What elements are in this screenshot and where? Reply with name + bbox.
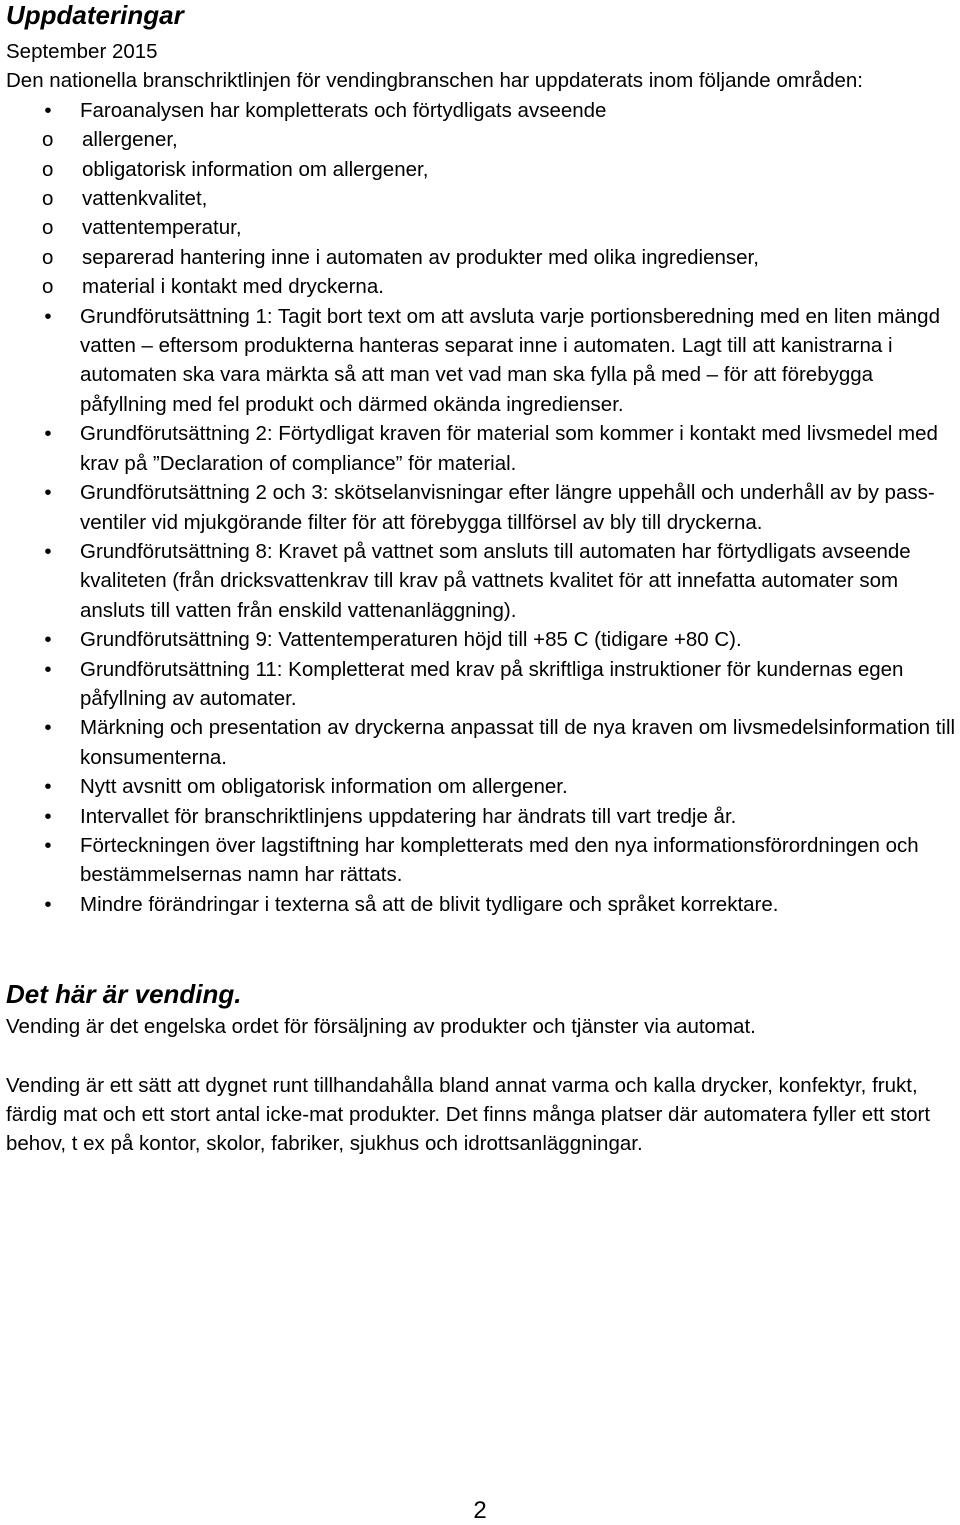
list-item-text: Förteckningen över lagstiftning har kompletterats med den nya informationsförordningen och bestämmelsernas namn har rättats. — [80, 833, 919, 887]
bullet-icon: • — [44, 98, 52, 122]
bullet-icon: • — [44, 539, 52, 563]
list-item-text: Grundförutsättning 9: Vattentemperaturen höjd till +85 C (tidigare +80 C). — [80, 628, 742, 652]
update-date: September 2015 — [6, 40, 158, 63]
sub-item-text: obligatorisk information om allergener, — [82, 157, 429, 181]
update-list — [6, 96, 956, 919]
sub-item-text: vattentemperatur, — [82, 216, 242, 240]
list-item-text: Intervallet för branschriktlinjens uppdatering har ändrats till vart tredje år. — [80, 804, 737, 828]
sub-list — [6, 125, 956, 301]
list-item-text: Grundförutsättning 11: Kompletterat med krav på skriftliga instruktioner för kundernas egen påfyllning av automater. — [80, 657, 904, 710]
sub-item-text: allergener, — [82, 128, 178, 152]
list-item-text: Faroanalysen har kompletterats och förtydligats avseende — [80, 98, 607, 122]
sub-item-text: separerad hantering inne i automaten av produkter med olika ingredienser, — [82, 245, 759, 269]
sub-bullet-icon: o — [42, 128, 54, 152]
bullet-icon: • — [44, 657, 52, 681]
list-item — [6, 713, 956, 772]
sub-bullet-icon: o — [42, 275, 54, 299]
vending-section — [6, 979, 956, 1159]
intro-paragraph: Den nationella branschriktlinjen för vendingbranschen har uppdaterats inom följande områden: — [6, 69, 863, 93]
document-page — [6, 0, 956, 1159]
bullet-icon: • — [44, 716, 52, 740]
section-paragraph: Vending är det engelska ordet för försäljning av produkter och tjänster via automat. — [6, 1015, 756, 1039]
bullet-icon: • — [44, 775, 52, 799]
list-item-text: Nytt avsnitt om obligatorisk information om allergener. — [80, 775, 568, 799]
list-item-text: Grundförutsättning 2: Förtydligat kraven för material som kommer i kontakt med livsmedel med krav på ”Declaration of compliance” för material. — [80, 422, 938, 475]
sub-list-item — [6, 272, 956, 301]
list-item-text: Mindre förändringar i texterna så att de blivit tydligare och språket korrektare. — [80, 892, 779, 916]
sub-bullet-icon: o — [42, 187, 54, 211]
bullet-icon: • — [44, 892, 52, 916]
sub-list-item — [6, 155, 956, 184]
list-item — [6, 537, 956, 625]
sub-bullet-icon: o — [42, 157, 54, 181]
sub-list-item — [6, 184, 956, 213]
sub-list-item — [6, 125, 956, 154]
sub-bullet-icon: o — [42, 245, 54, 269]
list-item — [6, 890, 956, 919]
list-item-text: Grundförutsättning 8: Kravet på vattnet som ansluts till automaten har förtydligats avseende kvaliteten (från dricksvattenkrav till krav på vattnets kvalitet för att innefatta automater som ansluts till vatten från enskild vattenanläggning). — [80, 539, 911, 622]
bullet-icon: • — [44, 481, 52, 505]
list-item — [6, 655, 956, 714]
list-item — [6, 302, 956, 420]
section-paragraph: Vending är ett sätt att dygnet runt tillhandahålla bland annat varma och kalla drycker, konfektyr, frukt, färdig mat och ett stort antal icke-mat produkter. Det finns många platser där automatera fyller ett stort behov, t ex på kontor, skolor, fabriker, sjukhus och idrottsanläggningar. — [6, 1073, 931, 1156]
section-heading: Det här är vending. — [6, 979, 242, 1010]
page-heading: Uppdateringar — [6, 0, 184, 30]
sub-list-item — [6, 213, 956, 242]
bullet-icon: • — [44, 833, 52, 857]
list-item-text: Grundförutsättning 2 och 3: skötselanvisningar efter längre uppehåll och underhåll av by pass-ventiler vid mjukgörande filter för att förebygga tillförsel av bly till dryckerna. — [80, 481, 935, 534]
sub-item-text: vattenkvalitet, — [82, 187, 208, 211]
page-number: 2 — [473, 1497, 487, 1524]
sub-bullet-icon: o — [42, 216, 54, 240]
list-item — [6, 96, 956, 302]
bullet-icon: • — [44, 304, 52, 328]
list-item-text: Grundförutsättning 1: Tagit bort text om att avsluta varje portionsberedning med en liten mängd vatten – eftersom produkterna hanteras separat inne i automaten. Lagt till att kanistrarna i automaten ska vara märkta så att man vet vad man ska fylla på med – för att förebygga påfyllning med fel produkt och därmed okända ingredienser. — [80, 304, 940, 416]
list-item — [6, 419, 956, 478]
bullet-icon: • — [44, 804, 52, 828]
list-item — [6, 772, 956, 801]
sub-list-item — [6, 243, 956, 272]
bullet-icon: • — [44, 422, 52, 446]
list-item-text: Märkning och presentation av dryckerna anpassat till de nya kraven om livsmedelsinformation till konsumenterna. — [80, 716, 956, 769]
list-item — [6, 831, 956, 890]
list-item — [6, 802, 956, 831]
list-item — [6, 478, 956, 537]
list-item — [6, 625, 956, 654]
sub-item-text: material i kontakt med dryckerna. — [82, 275, 384, 299]
bullet-icon: • — [44, 628, 52, 652]
